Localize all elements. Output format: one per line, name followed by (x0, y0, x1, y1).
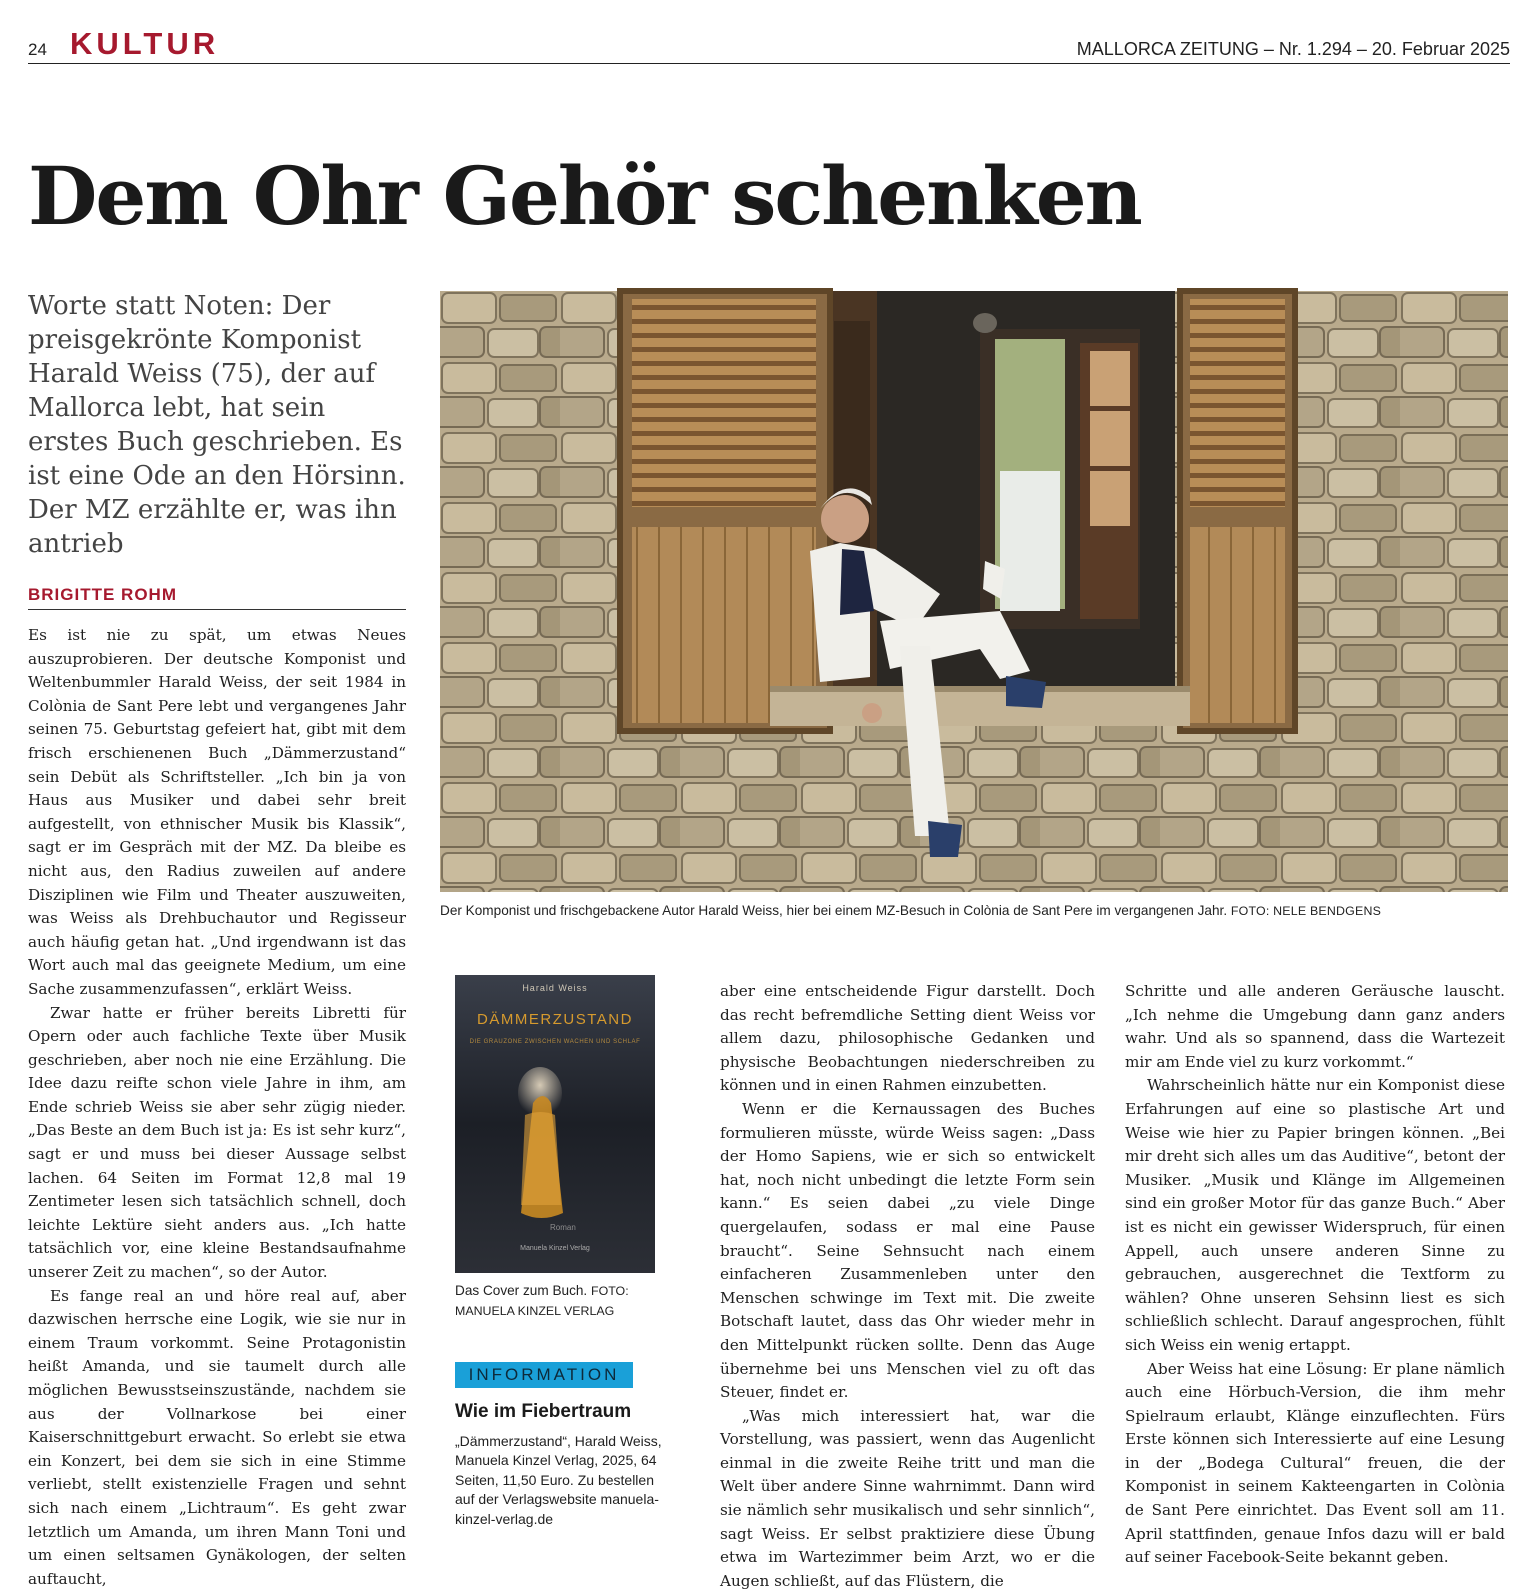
paragraph: aber eine entscheidende Figur darstellt. Doch das recht befremdliche Setting dient Weiss vor allem dazu, philosophische Gedanken und physische Beobachtungen niederschreiben zu können und in einen Rahmen einzubetten. (720, 982, 1095, 1095)
info-body: „Dämmerzustand“, Harald Weiss, Manuela Kinzel Verlag, 2025, 64 Seiten, 11,50 Euro. Zu bestellen auf der Verlagswebsite manuela-kinzel-verlag.de (455, 1433, 662, 1527)
article-column-1 (28, 624, 406, 1588)
headline: Dem Ohr Gehör schenken (28, 149, 1141, 243)
paragraph: Aber Weiss hat eine Lösung: Er plane nämlich auch eine Hörbuch-Version, die ihm mehr Spielraum erlaubt, Klänge einzuflechten. Fürs Erste können sich Interessierte auf eine Lesung in der „Bodega Cultural“ freuen, die der Komponist in seinem Kakteengarten in Colònia de Sant Pere einrichtet. Das Event soll am 11. April stattfinden, genaue Infos dazu will er bald auf seiner Facebook-Seite bekannt geben. (1125, 1359, 1505, 1567)
book-title: DÄMMERZUSTAND (477, 1011, 633, 1028)
page-header (28, 22, 1510, 64)
page-number: 24 (28, 40, 47, 59)
book-cover (455, 975, 655, 1273)
author-byline: BRIGITTE ROHM (28, 585, 177, 604)
info-heading: Wie im Fiebertraum (455, 1401, 632, 1422)
photo-credit: FOTO: NELE BENDGENS (1230, 904, 1382, 918)
issue-info: MALLORCA ZEITUNG – Nr. 1.294 – 20. Februar 2025 (1076, 39, 1510, 59)
byline-block (28, 585, 406, 610)
section-label: KULTUR (70, 26, 220, 61)
book-subtitle: DIE GRAUZONE ZWISCHEN WACHEN UND SCHLAF (469, 1039, 641, 1045)
book-genre: Roman (550, 1223, 576, 1232)
article-photo (440, 291, 1508, 892)
article-column-3 (720, 980, 1095, 1590)
photo-caption (440, 903, 1510, 918)
paragraph: Es ist nie zu spät, um etwas Neues auszuprobieren. Der deutsche Komponist und Weltenbummler Harald Weiss, der seit 1984 in Colònia de Sant Pere lebt und vergangenes Jahr seinen 75. Geburtstag gefeiert hat, gibt mit dem frisch erschienenen Buch „Dämmerzustand“ sein Debüt als Schriftsteller. „Ich bin ja von Haus aus Musiker und dabei sehr breit aufgestellt, von ethnischer Musik bis Klassik“, sagt er im Gespräch mit der MZ. Da bleibe es nicht aus, den Radius zuweilen auf andere Disziplinen wie Film und Theater auszuweiten, was Weiss als Drehbuchautor und Regisseur auch häufig getan hat. „Und irgendwann ist das Wort auch mal das geeignete Medium, um eine Sache zusammenzufassen“, erklärt Weiss. (28, 626, 406, 998)
lead-paragraph: Worte statt Noten: Der preisgekrönte Komponist Harald Weiss (75), der auf Mallorca lebt, hat sein erstes Buch geschrieben. Es ist eine Ode an den Hörsinn. Der MZ erzählte er, was ihn antrieb (28, 291, 406, 559)
cover-caption-text: Das Cover zum Buch. (455, 1283, 588, 1298)
cover-credit: FOTO: MANUELA KINZEL VERLAG (455, 1284, 629, 1318)
paragraph: Wahrscheinlich hätte nur ein Komponist diese Erfahrungen auf eine so plastische Art und Weise wie hier zu Papier bringen können. „Bei mir dreht sich alles um das Auditive“, betont der Musiker. „Musik und Klänge im Allgemeinen sind ein großer Motor für das ganze Buch.“ Aber ist es nicht ein gewisser Widerspruch, für einen Appell, auch unsere anderen Sinne zu gebrauchen, ausgerechnet die Textform zu wählen? Ohne unseren Sehsinn liest es sich schließlich schlecht. Darauf angesprochen, fühlt sich Weiss ein wenig ertappt. (1125, 1076, 1505, 1354)
paragraph: Schritte und alle anderen Geräusche lauscht. „Ich nehme die Umgebung dann ganz anders wahr. Und als so spannend, dass die Wartezeit mir am Ende viel zu kurz vorkommt.“ (1125, 982, 1505, 1071)
paragraph: Zwar hatte er früher bereits Libretti für Opern oder auch fachliche Texte über Musik geschrieben, aber noch nie eine Erzählung. Die Idee dazu reifte schon viele Jahre in ihm, am Ende schrieb Weiss sie aber sehr zügig nieder. „Das Beste an dem Buch ist ja: Es ist sehr kurz“, sagt er und muss bei dieser Aussage selbst lachen. 64 Seiten im Format 12,8 mal 19 Zentimeter lesen sich tatsächlich schnell, doch leichte Lektüre sieht anders aus. „Ich hatte tatsächlich vor, eine kleine Bestandsaufnahme unserer Zeit zu machen“, so der Autor. (28, 1003, 406, 1282)
paragraph: Wenn er die Kernaussagen des Buches formulieren müsste, würde Weiss sagen: „Dass der Homo Sapiens, wie er sich so entwickelt hat, noch nicht unbedingt die letzte Form sein kann.“ Es seien dabei „zu viele Dinge quergelaufen, sodass er mal eine Pause braucht“. Seine Sehnsucht nach einem einfacheren Zusammenleben unter den Menschen schwinge im Text mit. Die zweite Botschaft lautet, dass das Ohr wieder mehr in den Mittelpunkt rücken sollte. Denn das Auge übernehme bei uns Menschen viel zu oft das Steuer, findet er. (720, 1099, 1095, 1402)
article-column-4 (1125, 980, 1505, 1580)
book-publisher: Manuela Kinzel Verlag (520, 1245, 590, 1252)
paragraph: Es fange real an und höre real auf, aber dazwischen herrsche eine Logik, wie sie nur in einem Traum vorkommt. Seine Protagonistin heißt Amanda, und sie taumelt durch alle möglichen Bewusstseinszustände, nachdem sie aus der Vollnarkose bei einer Kaiserschnittgeburt erwacht. So erlebt sie etwa ein Konzert, bei dem sie sich in eine Stimme verliebt, stellt existenzielle Fragen und sehnt sich nach einem „Lichtraum“. Es geht zwar letztlich um Amanda, um ihren Mann Toni und um einen seltsamen Gynäkologen, der selten auftaucht, (28, 1286, 406, 1588)
paragraph: „Was mich interessiert hat, war die Vorstellung, was passiert, wenn das Augenlicht einmal in die zweite Reihe tritt und man die Welt über andere Sinne wahrnimmt. Dann wird sie nämlich sehr musikalisch und sehr sinnlich“, sagt Weiss. Er selbst praktiziere diese Übung etwa im Wartezimmer beim Arzt, wo er die Augen schließt, auf das Flüstern, die (720, 1406, 1095, 1590)
cover-caption (455, 1281, 675, 1321)
info-tag: INFORMATION (455, 1362, 633, 1388)
book-author: Harald Weiss (522, 983, 588, 993)
photo-caption-text: Der Komponist und frischgebackene Autor Harald Weiss, hier bei einem MZ-Besuch in Colònia de Sant Pere im vergangenen Jahr. (440, 903, 1228, 918)
